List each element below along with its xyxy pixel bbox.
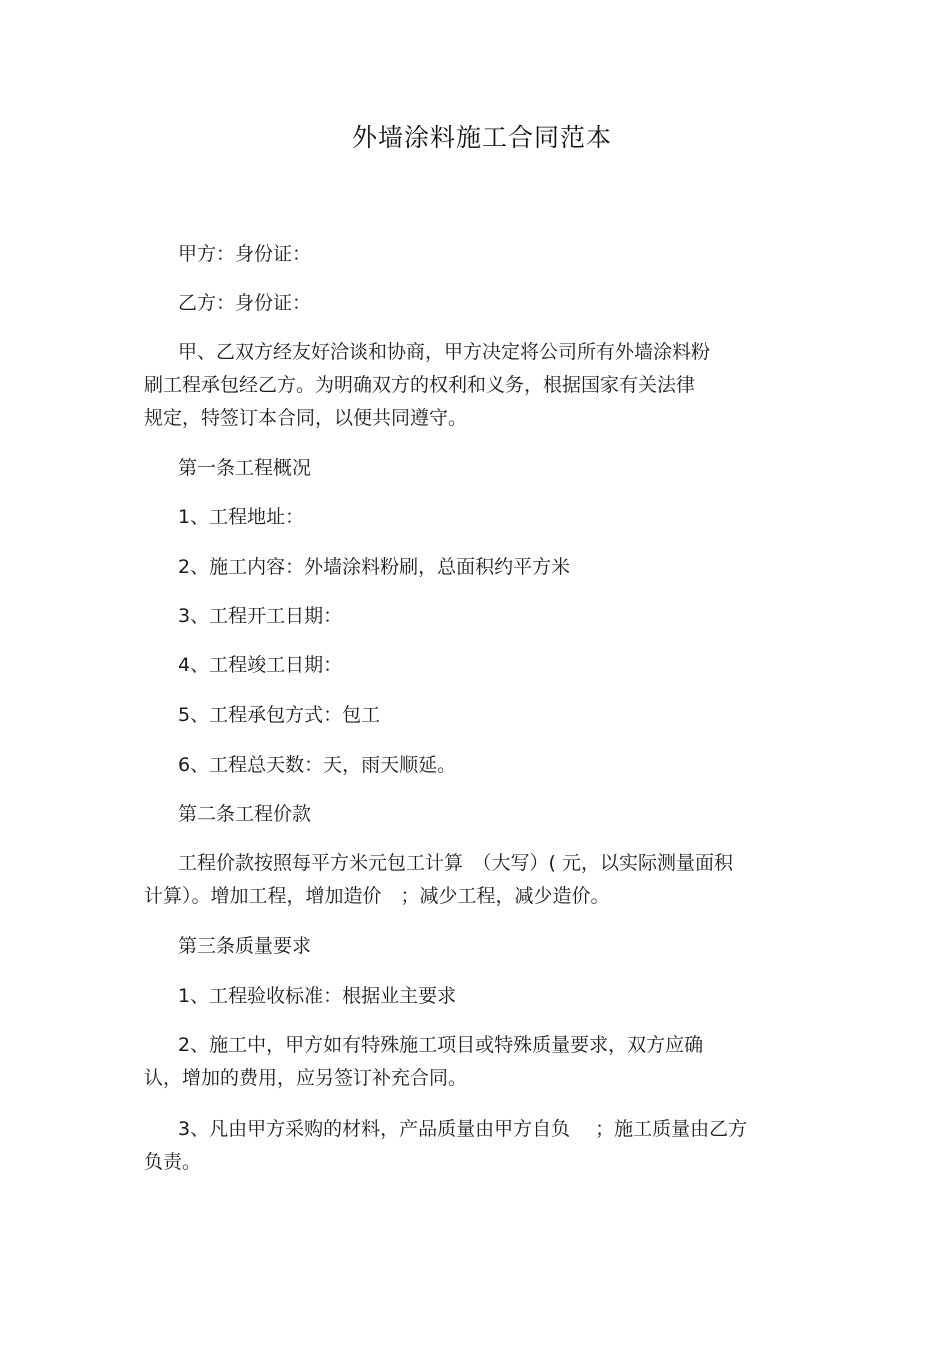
- article-2-line-1: 工程价款按照每平方米元包工计算 （大写）( 元，以实际测量面积: [178, 852, 733, 874]
- intro-paragraph: [144, 336, 804, 435]
- article-2-line-2: 计算）。增加工程，增加造价 ；减少工程，减少造价。: [144, 885, 610, 907]
- article-3-item-3-line-1: 3、凡由甲方采购的材料，产品质量由甲方自负 ；施工质量由乙方: [178, 1118, 748, 1140]
- intro-line-2: 刷工程承包经乙方。为明确双方的权利和义务，根据国家有关法律: [144, 374, 696, 396]
- intro-line-1: 甲、乙双方经友好洽谈和协商，甲方决定将公司所有外墙涂料粉: [178, 341, 711, 363]
- party-b-line: 乙方：身份证：: [178, 292, 312, 314]
- article-1-item-3: 3、工程开工日期：: [178, 605, 343, 627]
- article-2-paragraph: [144, 847, 804, 913]
- article-1-item-6: 6、工程总天数：天，雨天顺延。: [178, 754, 457, 776]
- article-3-item-2-line-1: 2、施工中，甲方如有特殊施工项目或特殊质量要求，双方应确: [178, 1034, 704, 1056]
- intro-line-3: 规定，特签订本合同，以便共同遵守。: [144, 407, 468, 429]
- article-1-item-4: 4、工程竣工日期：: [178, 654, 343, 676]
- article-1-item-1: 1、工程地址：: [178, 506, 305, 528]
- article-3-heading: 第三条质量要求: [178, 935, 312, 957]
- article-2-heading: 第二条工程价款: [178, 803, 312, 825]
- article-3-item-3: [144, 1113, 804, 1179]
- article-3-item-1: 1、工程验收标准：根据业主要求: [178, 985, 457, 1007]
- article-3-item-2-line-2: 认，增加的费用，应另签订补充合同。: [144, 1067, 468, 1089]
- article-1-item-2: 2、施工内容：外墙涂料粉刷，总面积约平方米: [178, 556, 571, 578]
- article-3-item-3-line-2: 负责。: [144, 1151, 202, 1173]
- article-1-heading: 第一条工程概况: [178, 457, 312, 479]
- article-1-item-5: 5、工程承包方式：包工: [178, 704, 381, 726]
- party-a-line: 甲方：身份证：: [178, 243, 312, 265]
- article-3-item-2: [144, 1029, 804, 1095]
- document-title: 外墙涂料施工合同范本: [351, 123, 612, 152]
